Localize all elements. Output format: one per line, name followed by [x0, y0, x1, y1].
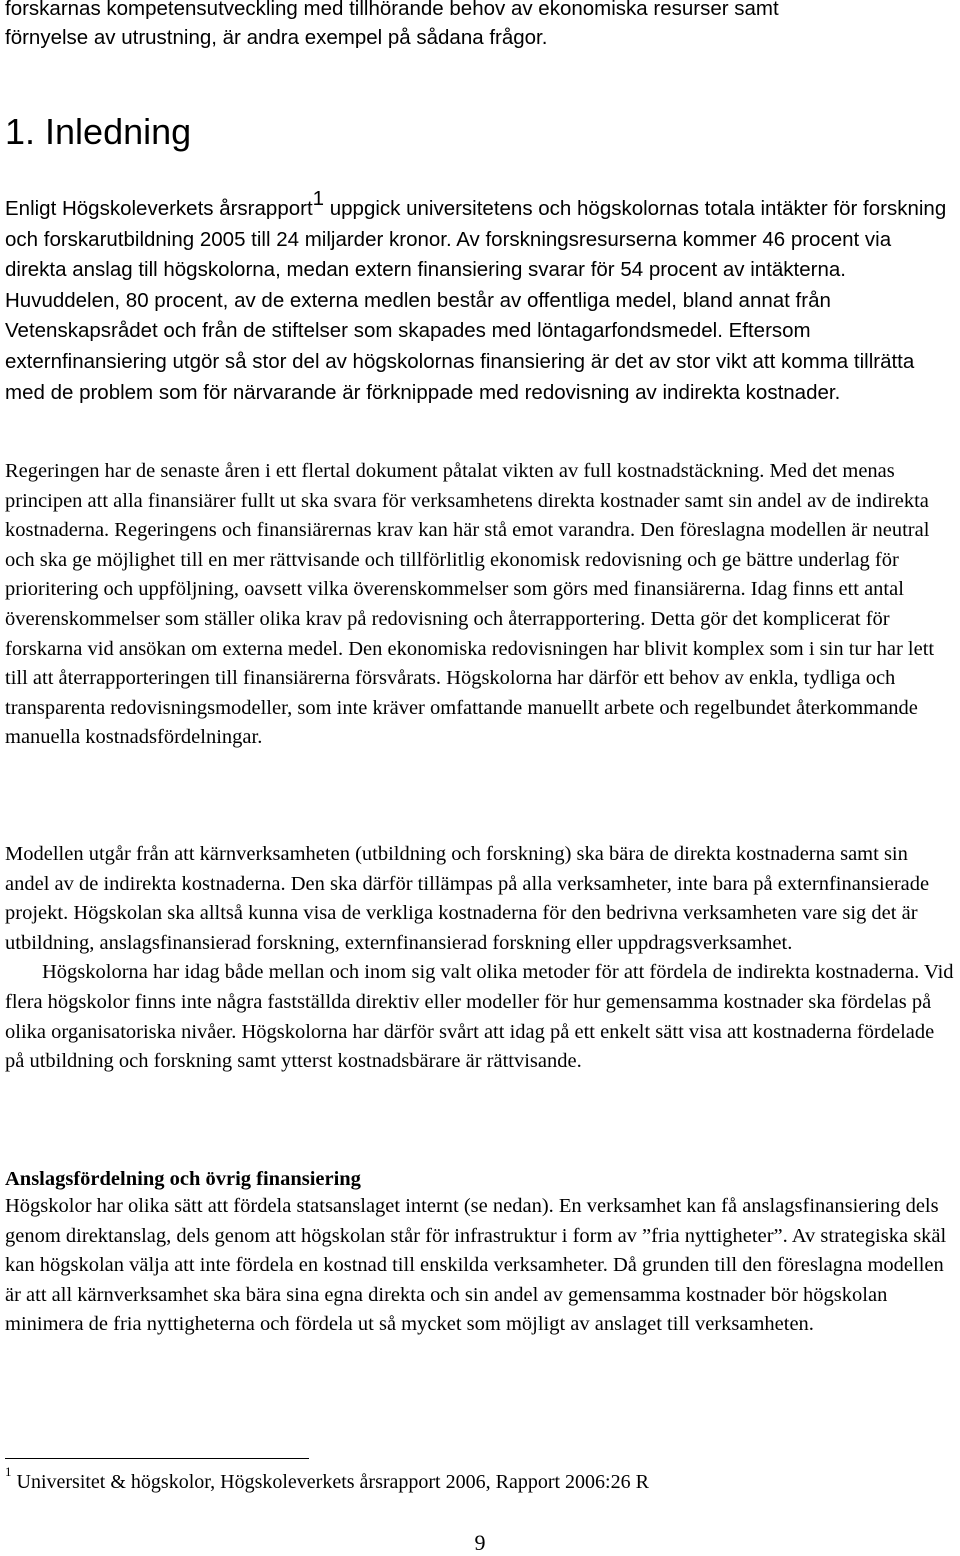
- paragraph-text: uppgick universitetens och högskolornas totala intäkter för forskning och forskarutbildning 2005 till 24 miljarder kronor. Av forskningsresurserna kommer 46 procent via direkta anslag till högskolorna, medan extern finansiering svarar för 54 procent av intäkterna. Huvuddelen, 80 procent, av de externa medlen består av offentliga medel, bland annat från Vetenskapsrådet och från de stiftelser som skapades med löntagarfondsmedel. Eftersom externfinansiering utgör så stor del av högskolornas finansiering är det av stor vikt att komma tillrätta med de problem som för närvarande är förknippade med redovisning av indirekta kostnader.: [5, 197, 947, 404]
- paragraph-text: Högskolorna har idag både mellan och inom sig valt olika metoder för att fördela de indirekta kostnaderna. Vid flera högskolor finns inte några fastställda direktiv eller modeller för hur gemensamma kostnader ska fördelas på olika organisatoriska nivåer. Högskolorna har därför svårt att idag på ett enkelt sätt visa att kostnaderna fördelade på utbildning och forskning samt ytterst kostnadsbärare är rättvisande.: [5, 961, 954, 1073]
- footnote: [5, 1464, 955, 1497]
- intro-text: [5, 0, 955, 52]
- paragraph-intro: [5, 187, 955, 408]
- footnote-marker: 1: [5, 1464, 12, 1480]
- footnote-divider: [5, 1458, 309, 1459]
- section-heading: 1. Inledning: [5, 111, 192, 152]
- paragraph-text: Enligt Högskoleverkets årsrapport: [5, 197, 313, 220]
- subsection-heading: Anslagsfördelning och övrig finansiering: [5, 1168, 361, 1190]
- footnote-text: Universitet & högskolor, Högskoleverkets årsrapport 2006, Rapport 2006:26 R: [11, 1471, 649, 1493]
- intro-line: forskarnas kompetensutveckling med tillhörande behov av ekonomiska resurser samt: [5, 0, 779, 20]
- paragraph-full-cost: Regeringen har de senaste åren i ett flertal dokument påtalat vikten av full kostnadstäckning. Med det menas principen att alla finansiärer fullt ut ska svara för verksamhetens direkta kostnader samt sin andel av de indirekta kostnaderna. Regeringens och finansiärernas krav kan här stå emot varandra. Den föreslagna modellen är neutral och ska ge möjlighet till en mer rättvisande och tillförlitlig ekonomisk redovisning och ge bättre underlag för prioritering och uppföljning, oavsett vilka överenskommelser som görs med finansiärerna. Idag finns ett antal överenskommelser som ställer olika krav på redovisning och återrapportering. Detta gör det komplicerat för forskarna vid ansökan om externa medel. Den ekonomiska redovisningen har blivit komplex som i sin tur har lett till att återrapporteringen till finansiärerna försvårats. Högskolorna har därför ett behov av enkla, tydliga och transparenta redovisningsmodeller, som inte kräver omfattande manuellt arbete och regelbundet återkommande manuella kostnadsfördelningar.: [5, 460, 935, 749]
- page-number: 9: [474, 1530, 486, 1555]
- paragraph-allocation: Högskolor har olika sätt att fördela statsanslaget internt (se nedan). En verksamhet kan få anslagsfinansiering dels genom direktanslag, dels genom att högskolan står för infrastruktur i form av ”fria nyttigheter”. Av strategiska skäl kan högskolan välja att inte fördela en kostnad till enskilda verksamheter. Då grunden till den föreslagna modellen är att all kärnverksamhet ska bära sina egna direkta och sin andel av gemensamma kostnader bör högskolan minimera de fria nyttigheterna och fördela ut så mycket som möjligt av anslaget till verksamheten.: [5, 1195, 947, 1336]
- footnote-reference[interactable]: 1: [312, 187, 325, 211]
- paragraph-text: Modellen utgår från att kärnverksamheten (utbildning och forskning) ska bära de direkta kostnaderna samt sin andel av de indirekta kostnaderna. Den ska därför tillämpas på alla verksamheter, inte bara på externfinansierade projekt. Högskolan ska alltså kunna visa de verkliga kostnaderna för den bedrivna verksamheten vare sig det är utbildning, anslagsfinansierad forskning, externfinansierad forskning eller uppdragsverksamhet.: [5, 843, 930, 954]
- paragraph-model: [5, 840, 955, 1077]
- intro-line: förnyelse av utrustning, är andra exempel på sådana frågor.: [5, 26, 548, 49]
